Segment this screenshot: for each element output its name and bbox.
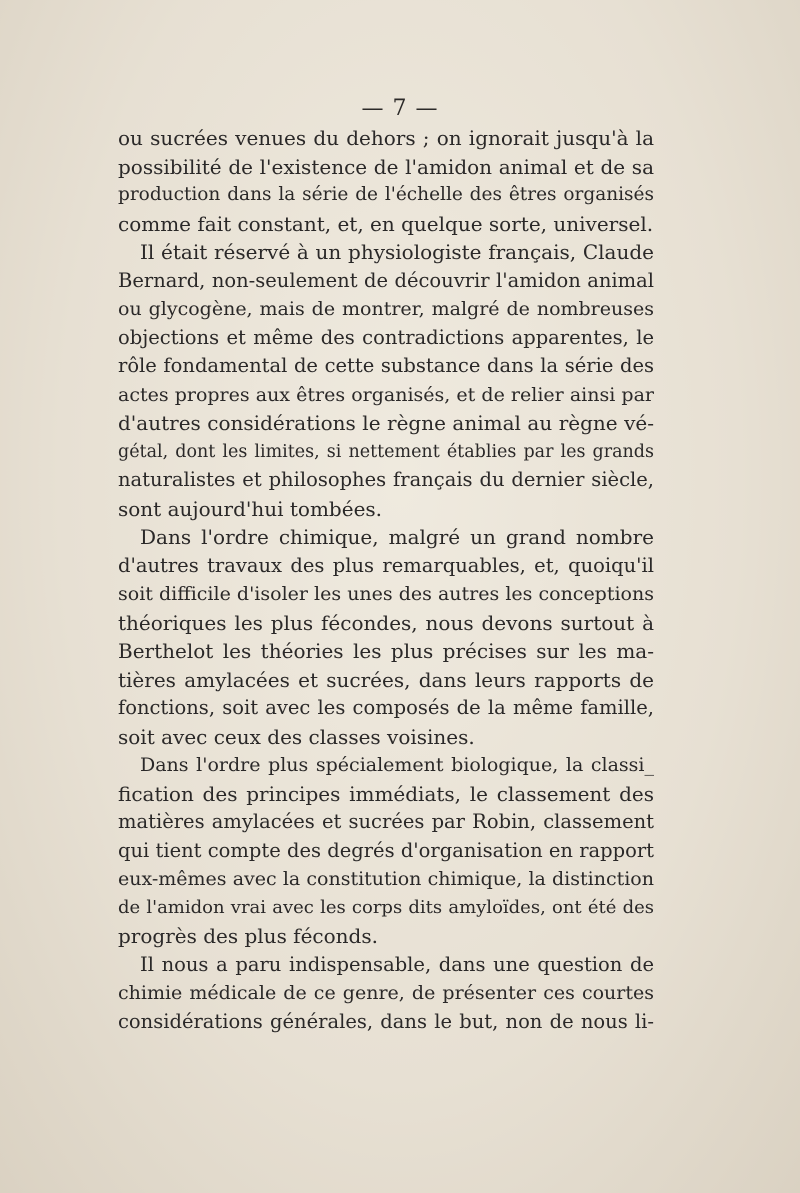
text-line: eux-mêmes avec la constitution chimique, la distinction (118, 868, 654, 890)
text-line: d'autres considérations le règne animal au règne vé- (118, 411, 654, 435)
text-line: soit difficile d'isoler les unes des autres les conceptions (118, 583, 654, 605)
text-line: matières amylacées et sucrées par Robin, classement (118, 810, 654, 833)
text-line: sont aujourd'hui tombées. (118, 496, 383, 521)
text-line: chimie médicale de ce genre, de présenter ces courtes (118, 982, 654, 1004)
text-line: tières amylacées et sucrées, dans leurs rapports de (118, 667, 654, 692)
text-line: Il nous a paru indispensable, dans une question de (140, 952, 654, 976)
text-line: Dans l'ordre plus spécialement biologique, la classi_ (140, 754, 654, 776)
text-line: Bernard, non-seulement de découvrir l'amidon animal (118, 268, 654, 292)
text-line: objections et même des contradictions apparentes, le (118, 325, 654, 349)
text-line: de l'amidon vrai avec les corps dits amyloïdes, ont été des (118, 896, 654, 918)
text-line: d'autres travaux des plus remarquables, et, quoiqu'il (118, 553, 654, 577)
text-line: naturalistes et philosophes français du dernier siècle, (118, 468, 654, 491)
text-line: ou sucrées venues du dehors ; on ignorait jusqu'à la (118, 126, 654, 150)
text-line: ou glycogène, mais de montrer, malgré de nombreuses (118, 298, 654, 320)
text-line: théoriques les plus fécondes, nous devons surtout à (118, 610, 654, 635)
text-line: fonctions, soit avec les composés de la même famille, (118, 696, 654, 719)
text-line: comme fait constant, et, en quelque sorte, universel. (118, 211, 654, 236)
text-line: considérations générales, dans le but, non de nous li- (118, 1009, 654, 1033)
text-line: Dans l'ordre chimique, malgré un grand nombre (140, 525, 654, 549)
page-number: — 7 — (361, 96, 439, 121)
text-line: actes propres aux êtres organisés, et de relier ainsi par (118, 383, 654, 406)
text-line: qui tient compte des degrés d'organisation en rapport (118, 838, 654, 862)
body-text (118, 124, 654, 1036)
text-line: Il était réservé à un physiologiste français, Claude (140, 240, 654, 264)
text-line: production dans la série de l'échelle des êtres organisés (118, 184, 654, 205)
text-line: gétal, dont les limites, si nettement établies par les grands (118, 441, 654, 462)
text-line: possibilité de l'existence de l'amidon animal et de sa (118, 154, 654, 179)
text-line: progrès des plus féconds. (118, 924, 378, 948)
text-line: rôle fondamental de cette substance dans la série des (118, 354, 654, 377)
text-line: Berthelot les théories les plus précises sur les ma- (118, 639, 654, 663)
text-line: soit avec ceux des classes voisines. (118, 724, 475, 749)
text-line: fication des principes immédiats, le classement des (118, 781, 654, 806)
